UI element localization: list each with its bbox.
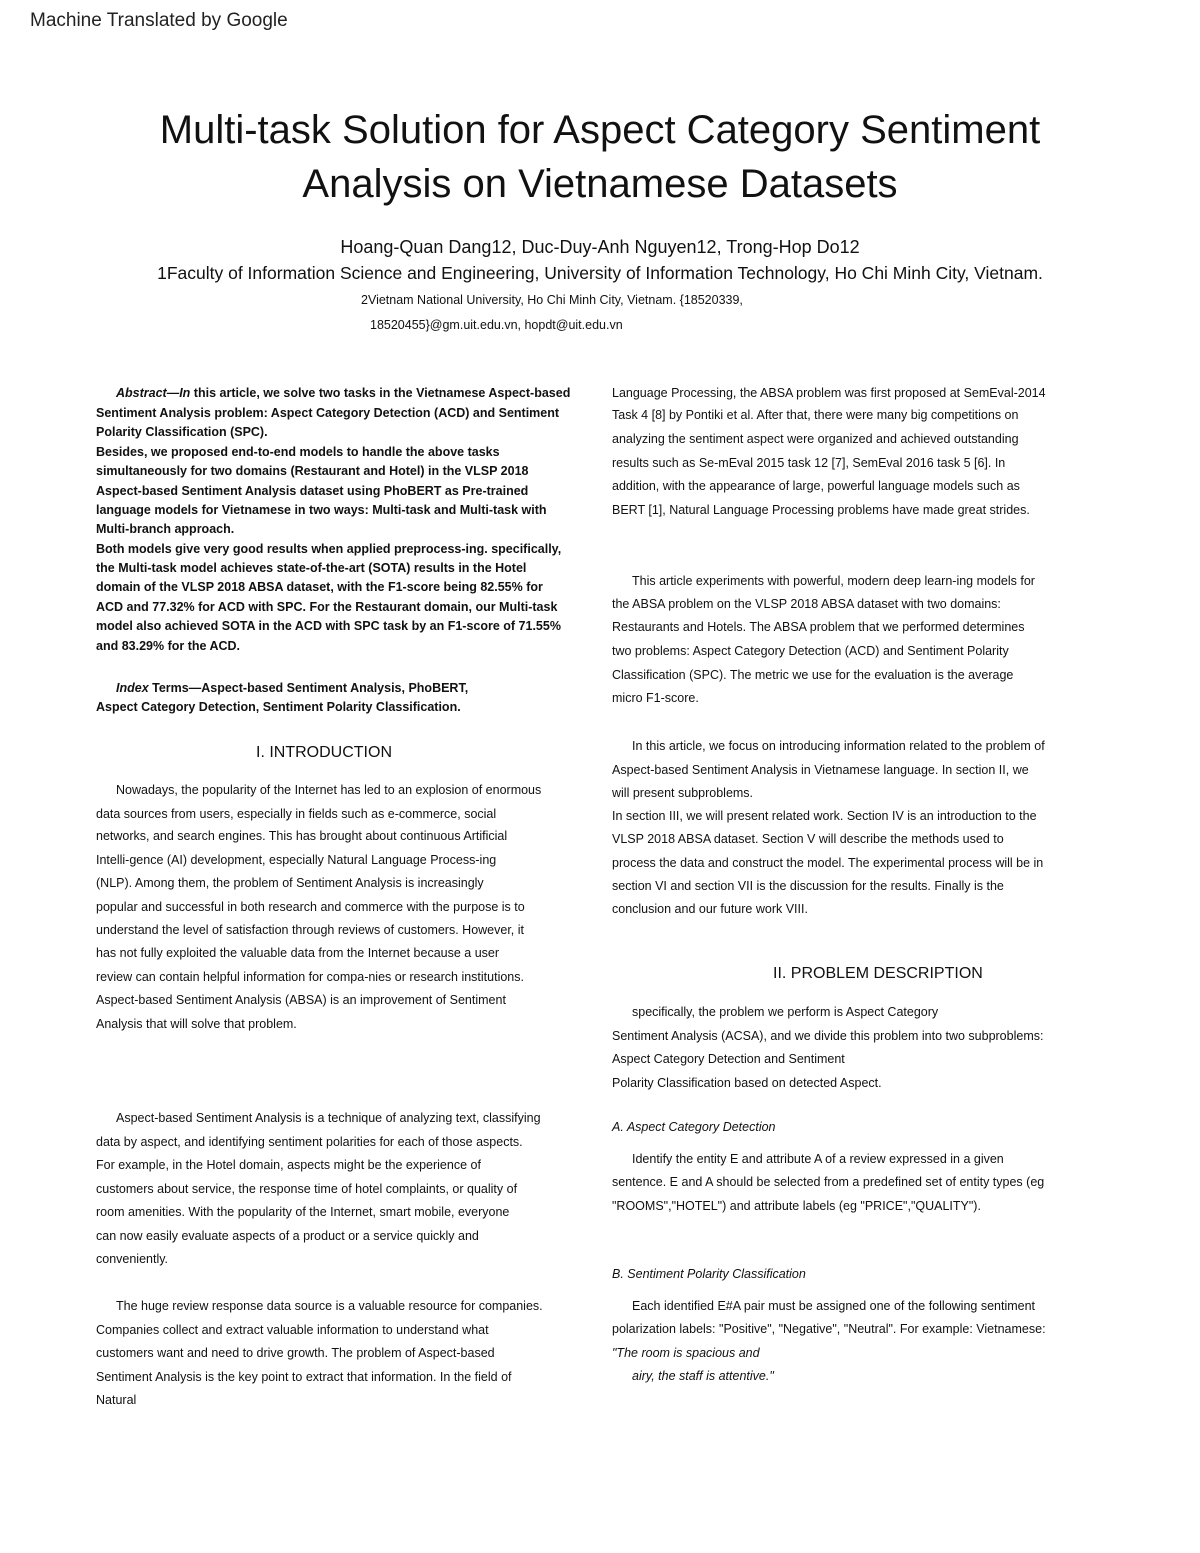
intro-line: Classification (SPC). The metric we use for the evaluation is the average [612,668,1014,682]
example-quote-line: airy, the staff is attentive." [632,1369,774,1383]
intro-line: results such as Se-mEval 2015 task 12 [7], SemEval 2016 task 5 [6]. In [612,456,1006,470]
abstract-line: ACD and 77.32% for ACD with SPC. For the Restaurant domain, our Multi-task [96,600,558,614]
intro-line: Task 4 [8] by Pontiki et al. After that, there were many big competitions on [612,408,1019,422]
abstract-line: Besides, we proposed end-to-end models to handle the above tasks [96,445,500,459]
intro-line: the ABSA problem on the VLSP 2018 ABSA dataset with two domains: [612,597,1001,611]
abstract-line: domain of the VLSP 2018 ABSA dataset, with the F1-score being 82.55% for [96,580,543,594]
intro-line: Aspect-based Sentiment Analysis in Vietnamese language. In section II, we [612,763,1029,777]
affiliation-1: 1Faculty of Information Science and Engineering, University of Information Technology, Ho Chi Minh City, Vietnam. [157,263,1043,283]
intro-line: (NLP). Among them, the problem of Sentiment Analysis is increasingly [96,876,484,890]
abstract-line: Sentiment Analysis problem: Aspect Category Detection (ACD) and Sentiment [96,406,560,420]
subsection-a-line: sentence. E and A should be selected from a predefined set of entity types (eg [612,1175,1045,1189]
subsection-a-line: Identify the entity E and attribute A of a review expressed in a given [632,1152,1004,1166]
abstract-line: and 83.29% for the ACD. [96,639,241,653]
intro-line: In this article, we focus on introducing information related to the problem of [632,739,1045,753]
problem-line: Polarity Classification based on detected Aspect. [612,1076,882,1090]
subsection-b-line: Each identified E#A pair must be assigned one of the following sentiment [632,1299,1036,1313]
intro-line: Aspect-based Sentiment Analysis (ABSA) is an improvement of Sentiment [96,993,506,1007]
intro-line: Language Processing, the ABSA problem was first proposed at SemEval-2014 [612,386,1046,400]
problem-line: Aspect Category Detection and Sentiment [612,1052,845,1066]
intro-line: micro F1-score. [612,691,699,705]
intro-line: BERT [1], Natural Language Processing problems have made great strides. [612,503,1030,517]
subsection-heading-b: B. Sentiment Polarity Classification [612,1267,806,1281]
problem-line: specifically, the problem we perform is Aspect Category [632,1005,939,1019]
intro-line: Sentiment Analysis is the key point to extract that information. In the field of [96,1370,512,1384]
intro-line: addition, with the appearance of large, powerful language models such as [612,479,1020,493]
intro-line: popular and successful in both research and commerce with the purpose is to [96,900,525,914]
abstract-line: Multi-branch approach. [96,522,235,536]
intro-line: Intelli-gence (AI) development, especially Natural Language Process-ing [96,853,497,867]
intro-line: analyzing the sentiment aspect were organized and achieved outstanding [612,432,1019,446]
index-terms: Index Terms—Aspect-based Sentiment Analysis, PhoBERT, [116,681,469,695]
machine-translated-banner: Machine Translated by Google [30,10,288,31]
intro-line: This article experiments with powerful, modern deep learn-ing models for [632,574,1035,588]
intro-line: Natural [96,1393,137,1407]
intro-line: review can contain helpful information for compa-nies or research institutions. [96,970,524,984]
intro-line: customers want and need to drive growth. The problem of Aspect-based [96,1346,495,1360]
intro-line: conclusion and our future work VIII. [612,902,808,916]
intro-line: data by aspect, and identifying sentiment polarities for each of those aspects. [96,1135,523,1149]
paper-title-line-1: Multi-task Solution for Aspect Category Sentiment [159,108,1041,152]
affiliation-2: 2Vietnam National University, Ho Chi Minh City, Vietnam. {18520339, [361,293,743,307]
intro-line: two problems: Aspect Category Detection (ACD) and Sentiment Polarity [612,644,1009,658]
intro-line: The huge review response data source is a valuable resource for companies. [116,1299,543,1313]
abstract-line: Polarity Classification (SPC). [96,425,268,439]
section-heading-introduction: I. INTRODUCTION [256,744,392,761]
intro-line: networks, and search engines. This has brought about continuous Artificial [96,829,508,843]
author-emails: 18520455}@gm.uit.edu.vn, hopdt@uit.edu.vn [370,318,623,332]
abstract-line: Both models give very good results when applied preprocess-ing. specifically, [96,542,562,556]
abstract-line: language models for Vietnamese in two ways: Multi-task and Multi-task with [96,503,547,517]
subsection-b-line: polarization labels: "Positive", "Negative", "Neutral". For example: Vietnamese: [612,1322,1046,1336]
intro-line: For example, in the Hotel domain, aspects might be the experience of [96,1158,481,1172]
intro-line: customers about service, the response time of hotel complaints, or quality of [96,1182,518,1196]
intro-line: understand the level of satisfaction through reviews of customers. However, it [96,923,524,937]
abstract-label: Abstract—In [116,386,191,400]
authors: Hoang-Quan Dang12, Duc-Duy-Anh Nguyen12, Trong-Hop Do12 [340,237,860,257]
intro-line: conveniently. [96,1252,169,1266]
abstract-line: model also achieved SOTA in the ACD with SPC task by an F1-score of 71.55% [96,619,561,633]
intro-line: Aspect-based Sentiment Analysis is a technique of analyzing text, classifying [116,1111,541,1125]
subsection-heading-a: A. Aspect Category Detection [612,1120,776,1134]
problem-line: Sentiment Analysis (ACSA), and we divide this problem into two subproblems: [612,1029,1044,1043]
index-terms-line: Aspect Category Detection, Sentiment Polarity Classification. [96,700,461,714]
subsection-a-line: "ROOMS","HOTEL") and attribute labels (eg "PRICE","QUALITY"). [612,1199,981,1213]
intro-line: Companies collect and extract valuable information to understand what [96,1323,489,1337]
section-heading-problem-description: II. PROBLEM DESCRIPTION [773,965,983,982]
intro-line: process the data and construct the model. The experimental process will be in [612,856,1044,870]
abstract-line: Aspect-based Sentiment Analysis dataset using PhoBERT as Pre-trained [96,484,529,498]
abstract-line: Abstract—In this article, we solve two tasks in the Vietnamese Aspect-based [116,386,571,400]
intro-line: In section III, we will present related work. Section IV is an introduction to the [612,809,1037,823]
paper-title-line-2: Analysis on Vietnamese Datasets [302,162,898,206]
index-terms-label: Index [116,681,149,695]
intro-line: room amenities. With the popularity of the Internet, smart mobile, everyone [96,1205,510,1219]
intro-line: data sources from users, especially in fields such as e-commerce, social [96,807,497,821]
intro-line: has not fully exploited the valuable data from the Internet because a user [96,946,500,960]
intro-line: Nowadays, the popularity of the Internet has led to an explosion of enormous [116,783,542,797]
abstract-line: the Multi-task model achieves state-of-the-art (SOTA) results in the Hotel [96,561,527,575]
intro-line: VLSP 2018 ABSA dataset. Section V will describe the methods used to [612,832,1004,846]
abstract-line: simultaneously for two domains (Restaurant and Hotel) in the VLSP 2018 [96,464,529,478]
intro-line: Analysis that will solve that problem. [96,1017,297,1031]
example-quote-line: "The room is spacious and [612,1346,760,1360]
intro-line: can now easily evaluate aspects of a product or a service quickly and [96,1229,479,1243]
intro-line: will present subproblems. [612,786,754,800]
intro-line: section VI and section VII is the discussion for the results. Finally is the [612,879,1004,893]
intro-line: Restaurants and Hotels. The ABSA problem that we performed determines [612,620,1025,634]
